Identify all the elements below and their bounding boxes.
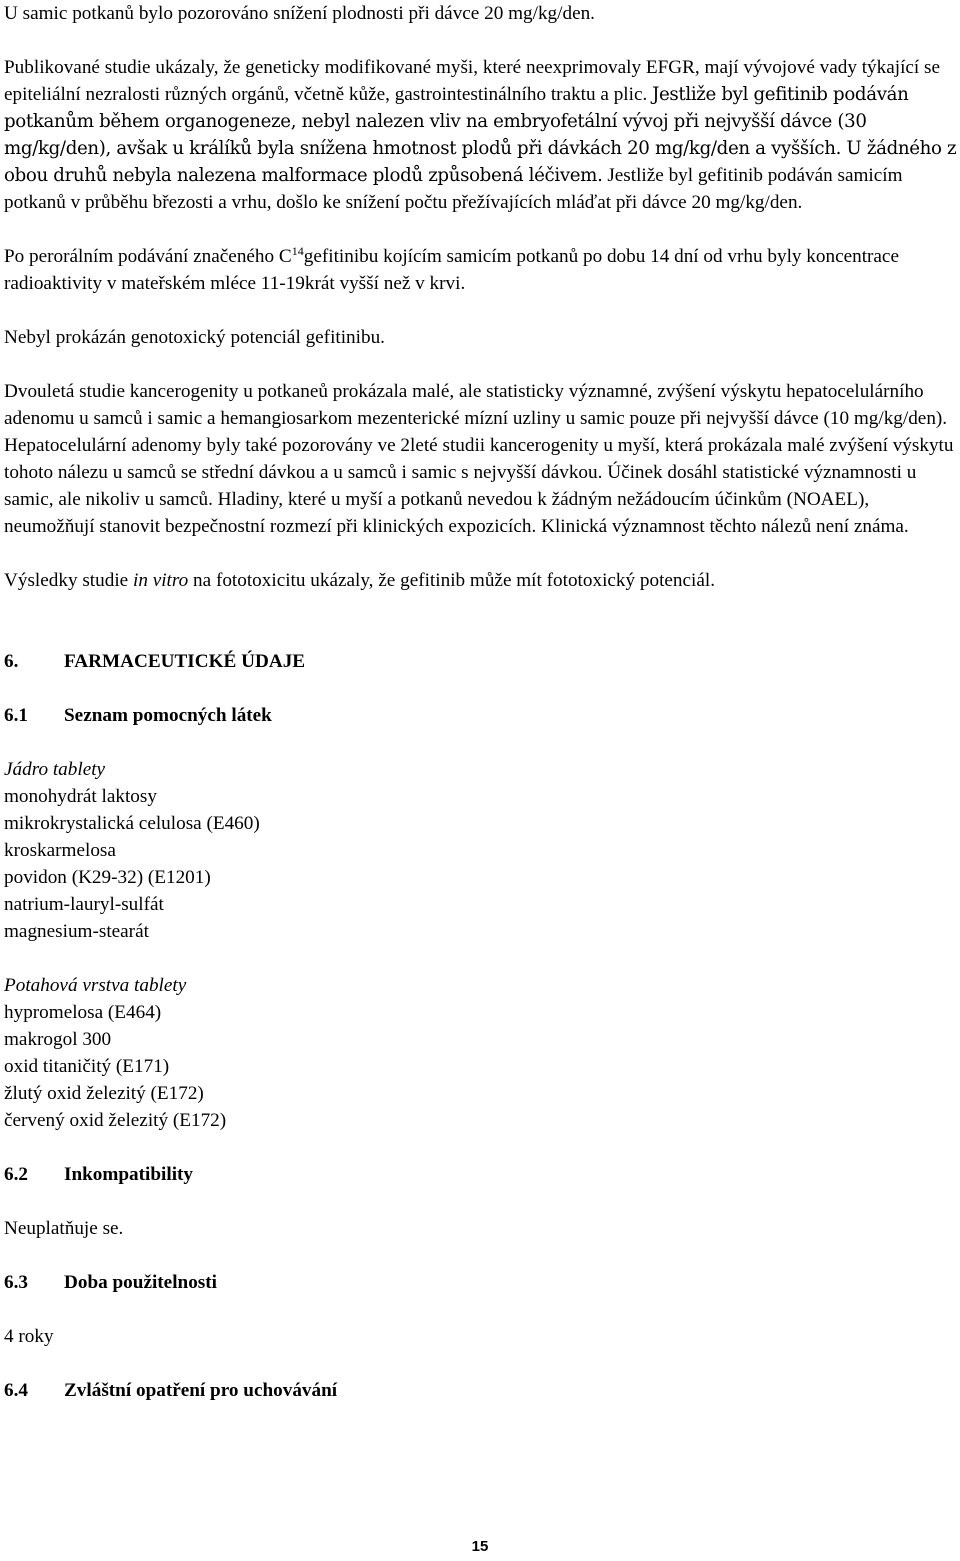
list-item: žlutý oxid železitý (E172) (4, 1083, 204, 1104)
section-title: Zvláštní opatření pro uchovávání (64, 1380, 338, 1401)
paragraph-milk-radioactivity (4, 243, 958, 297)
section-number: 6.3 (4, 1272, 28, 1293)
section-heading-6-2 (4, 1161, 958, 1188)
list-item: hypromelosa (E464) (4, 1002, 162, 1023)
list-item: makrogol 300 (4, 1029, 112, 1050)
list-item: červený oxid železitý (E172) (4, 1110, 227, 1131)
isotope-superscript: 14 (291, 244, 304, 258)
list-item: monohydrát laktosy (4, 786, 157, 807)
section-title: Doba použitelnosti (64, 1272, 217, 1293)
paragraph-phototoxicity (4, 567, 958, 594)
list-item: natrium-lauryl-sulfát (4, 894, 164, 915)
milk-text-end: gefitinibu kojícím samicím potkanů po dobu 14 dní od vrhu byly koncentrace radioaktivity v mateřském mléce 11-19krát vyšší než v krvi. (4, 246, 899, 294)
paragraph-carcinogenicity: Dvouletá studie kancerogenity u potkaneů prokázala malé, ale statisticky významné, zvýšení výskytu hepatocelulárního adenomu u samců i samic a hemangiosarkom mezenterické mízní uzliny u samic pouze při nejvyšší dávce (10 mg/kg/den). Hepatocelulární adenomy byly také pozorovány ve 2leté studii kancerogenity u myší, která prokázala malé zvýšení výskytu tohoto nálezu u samců se střední dávkou a u samců i samic s nejvyšší dávkou. Účinek dosáhl statistické významnosti u samic, ale nikoliv u samců. Hladiny, které u myší a potkanů nevedou k žádným nežádoucím účinkům (NOAEL), neumožňují stanovit bezpečnostní rozmezí při klinických expozicích. Klinická významnost těchto nálezů není známa. (4, 381, 954, 537)
paragraph-organogenesis: Jestliže byl gefitinib podáván potkanům během organogeneze, nebyl nalezen vliv na embryofetální vývoj při nejvyšší dávce (30 mg/kg/den), avšak u králíků byla snížena hmotnost plodů při dávkách 20 mg/kg/den a vyšších. U žádného z obou druhů nebyla nalezena malformace plodů způsobená léčivem. (4, 84, 957, 186)
phototox-text-start: Výsledky studie (4, 570, 133, 591)
excipients-coating-title (4, 972, 958, 999)
list-item: kroskarmelosa (4, 840, 116, 861)
list-item: povidon (K29-32) (E1201) (4, 867, 211, 888)
shelf-life-text: 4 roky (4, 1326, 54, 1347)
coating-title-italic: Potahová vrstva tablety (4, 975, 187, 996)
section-title: Inkompatibility (64, 1164, 194, 1185)
section-title: FARMACEUTICKÉ ÚDAJE (64, 651, 306, 672)
incompatibility-text: Neuplatňuje se. (4, 1218, 124, 1239)
list-item: oxid titaničitý (E171) (4, 1056, 170, 1077)
list-item: mikrokrystalická celulosa (E460) (4, 813, 260, 834)
milk-text-start: Po perorálním podávání značeného C (4, 246, 292, 267)
list-item: magnesium-stearát (4, 921, 149, 942)
paragraph-genotoxicity: Nebyl prokázán genotoxický potenciál gefitinibu. (4, 327, 385, 348)
document-body (4, 0, 958, 1404)
excipients-core-title (4, 756, 958, 783)
paragraph-pregnancy: Jestliže byl gefitinib podáván samicím potkanů v průběhu březosti a vrhu, došlo ke snížení počtu přežívajících mláďat při dávce 20 mg/kg/den. (4, 165, 903, 213)
section-number: 6.2 (4, 1164, 28, 1185)
phototox-text-end: na fototoxicitu ukázaly, že gefitinib může mít fototoxický potenciál. (188, 570, 716, 591)
in-vitro-italic: in vitro (132, 570, 189, 591)
section-heading-6-3 (4, 1269, 958, 1296)
section-number: 6.4 (4, 1380, 28, 1401)
section-heading-6 (4, 648, 958, 675)
core-title-italic: Jádro tablety (4, 759, 106, 780)
excipients-core-list (4, 783, 958, 945)
section-number: 6.1 (4, 705, 28, 726)
section-heading-6-1 (4, 702, 958, 729)
paragraph-fertility: U samic potkanů bylo pozorováno snížení plodnosti při dávce 20 mg/kg/den. (4, 3, 595, 24)
section-heading-6-4 (4, 1377, 958, 1404)
section-title: Seznam pomocných látek (64, 705, 272, 726)
excipients-coating-list (4, 999, 958, 1134)
section-number: 6. (4, 651, 19, 672)
paragraph-egfr-mice: Publikované studie ukázaly, že geneticky modifikované myši, které neexprimovaly EFGR, mají vývojové vady týkající se epiteliální nezralosti různých orgánů, včetně kůže, gastrointestinálního traktu a plic. (4, 57, 941, 105)
paragraph-reproduction (4, 54, 958, 216)
page-number: 15 (471, 1538, 489, 1555)
